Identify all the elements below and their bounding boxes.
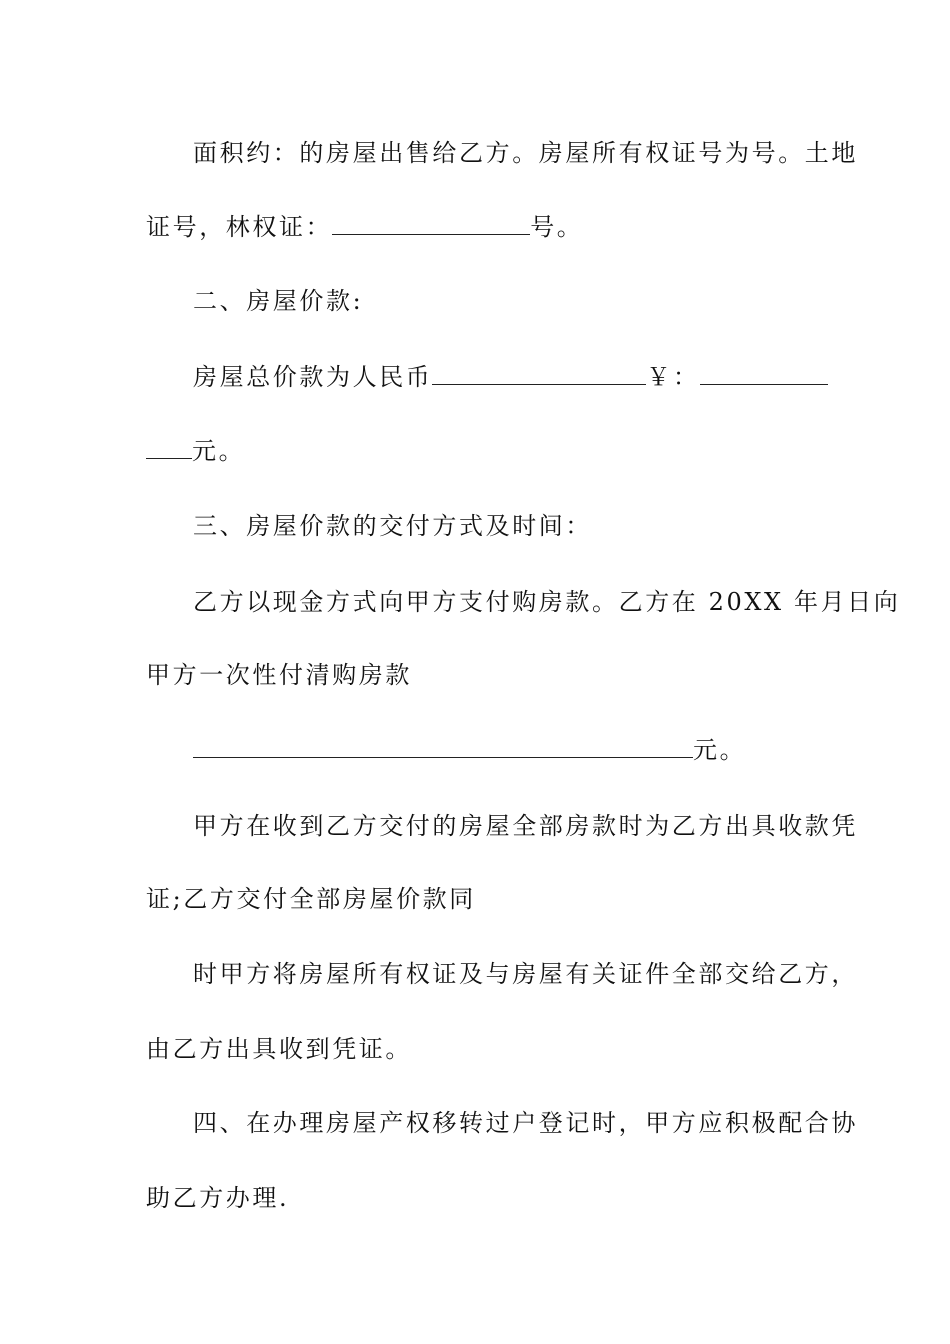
line-text: 元。 [693,736,747,764]
paragraph-line [193,735,746,765]
paragraph-line [146,212,583,242]
paragraph-line: 面积约：的房屋出售给乙方。房屋所有权证号为号。土地 [193,139,858,167]
fill-in-blank [332,212,530,235]
fill-in-blank [700,362,828,385]
line-text: 号。 [530,213,584,241]
line-text: 房屋总价款为人民币 [193,363,433,391]
line-text: 证号，林权证： [146,213,333,241]
paragraph-line: 时甲方将房屋所有权证及与房屋有关证件全部交给乙方， [193,960,858,988]
section-heading: 三、房屋价款的交付方式及时间： [193,512,592,540]
paragraph-line [146,436,245,466]
line-text: ￥： [646,363,700,391]
fill-in-blank [432,362,646,385]
line-text: 元。 [192,437,246,465]
paragraph-line: 由乙方出具收到凭证。 [146,1035,412,1063]
section-heading: 四、在办理房屋产权移转过户登记时，甲方应积极配合协 [193,1109,858,1137]
paragraph-line: 甲方在收到乙方交付的房屋全部房款时为乙方出具收款凭 [193,812,858,840]
paragraph-line: 证;乙方交付全部房屋价款同 [146,885,476,913]
fill-in-blank [193,735,693,758]
paragraph-line [193,362,828,392]
fill-in-blank [146,436,192,459]
section-heading: 二、房屋价款: [193,287,364,315]
paragraph-line: 甲方一次性付清购房款 [146,661,412,689]
paragraph-line: 助乙方办理. [146,1184,290,1212]
paragraph-line: 乙方以现金方式向甲方支付购房款。乙方在 20XX 年月日向 [193,588,901,616]
